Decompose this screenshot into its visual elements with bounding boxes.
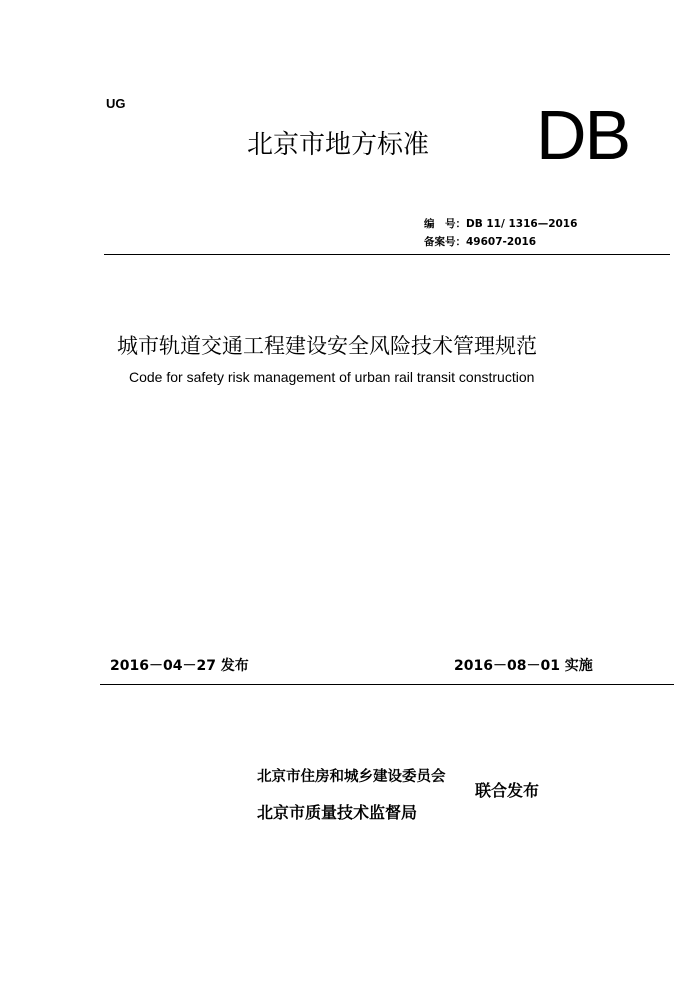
bottom-divider — [100, 684, 674, 685]
issuer-quality-bureau: 北京市质量技术监督局 — [257, 803, 418, 822]
record-number-label: 备案号： — [424, 236, 466, 248]
implementation-date: 2016－08－01 实施 — [454, 658, 593, 674]
standard-number-value: DB 11/ 1316—2016 — [466, 218, 578, 230]
issuer-housing-commission: 北京市住房和城乡建设委员会 — [257, 769, 446, 785]
record-number-value: 49607-2016 — [466, 236, 537, 248]
standard-number-label: 编 号： — [424, 218, 466, 230]
document-title-english: Code for safety risk management of urban rail transit construction — [129, 369, 535, 385]
ics-code: UG — [106, 96, 126, 111]
issue-date: 2016－04－27 发布 — [110, 658, 249, 674]
document-title-chinese: 城市轨道交通工程建设安全风险技术管理规范 — [117, 334, 537, 358]
record-number — [424, 234, 536, 249]
standard-number — [424, 216, 577, 231]
db-mark: DB — [536, 96, 630, 174]
joint-issue-label: 联合发布 — [475, 781, 540, 800]
standard-type-title: 北京市地方标准 — [247, 130, 430, 160]
top-divider — [104, 254, 670, 255]
